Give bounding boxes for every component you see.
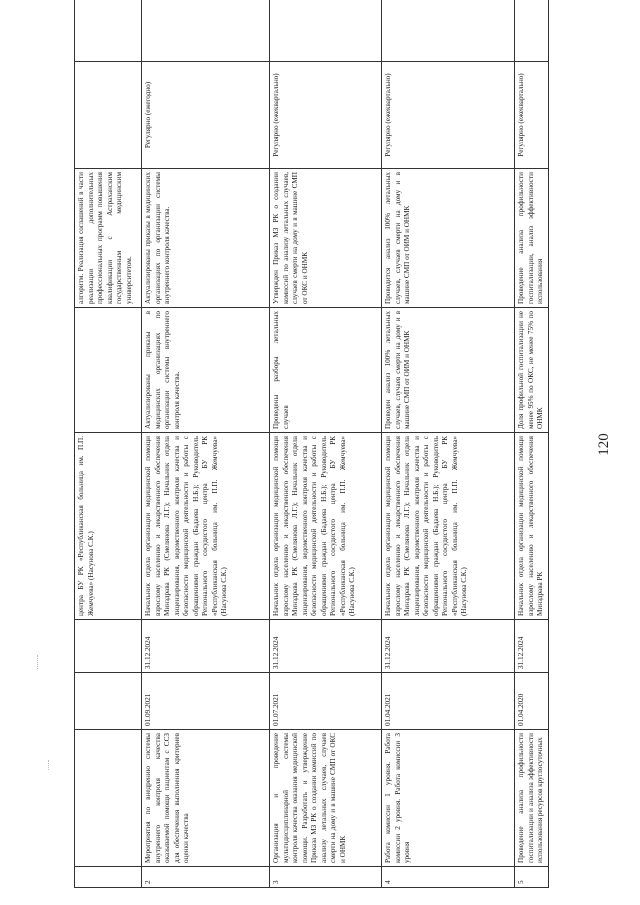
table-row — [75, 0, 142, 888]
page-number: 120 — [595, 433, 612, 456]
end-date-cell: 31.12.2024 — [142, 620, 270, 673]
empty-cell — [142, 0, 270, 62]
scan-artifact — [48, 760, 49, 770]
end-date-cell: 31.12.2024 — [515, 620, 549, 673]
table-row — [382, 0, 515, 888]
result-cell: Актуализированы приказы в медицинских организациях по организации системы внутреннего контроля качества. — [142, 169, 270, 308]
start-date-cell: 01.07.2021 — [270, 673, 382, 730]
row-number: 5 — [515, 867, 549, 888]
table-row — [515, 0, 549, 888]
row-number: 2 — [142, 867, 270, 888]
start-date-cell: 01.09.2021 — [142, 673, 270, 730]
row-number — [75, 867, 142, 888]
plan-table — [74, 0, 549, 888]
scan-artifact — [37, 655, 38, 669]
responsible-cell: центра БУ РК «Республиканская больница им. П.П. Жемчуева» (Насунова С.К.) — [75, 433, 142, 620]
indicator-cell: Актуализированы приказы в медицинских организациях по организации системы внутреннего контроля качества. — [142, 308, 270, 433]
end-date-cell: 31.12.2024 — [382, 620, 515, 673]
end-date-cell: 31.12.2024 — [270, 620, 382, 673]
start-date-cell: 01.04.2021 — [382, 673, 515, 730]
table-row — [142, 0, 270, 888]
row-number: 4 — [382, 867, 515, 888]
end-date-cell — [75, 620, 142, 673]
indicator-cell: Проведены разборы летальных случаев — [270, 308, 382, 433]
activity-cell: Проведение анализа профильности госпитализации и анализа эффективности использования ресурсов круглосуточных — [515, 730, 549, 867]
activity-cell: Мероприятия по внедрению системы внутреннего контроля качества оказываемой помощи пациентам с ССЗ для обеспечения выполнения критериев оценки качества — [142, 730, 270, 867]
empty-cell — [382, 0, 515, 62]
responsible-cell: Начальник отдела организации медицинской помощи взрослому населению и лекарственного обеспечения Минздрава РК — [515, 433, 549, 620]
table-row — [270, 0, 382, 888]
period-cell: Регулярно (ежеквартально) — [382, 62, 515, 169]
result-cell: Утвержден Приказ МЗ РК о создании комиссий по анализу летальных случаев, случаев смерти на дому и в машине СМП от ОКС и ОНМК — [270, 169, 382, 308]
result-cell: Проведение анализа профильности госпитализации, анализ эффективности использования — [515, 169, 549, 308]
indicator-cell — [75, 308, 142, 433]
activity-cell — [75, 730, 142, 867]
responsible-cell: Начальник отдела организации медицинской помощи взрослому населению и лекарственного обеспечения Минздрава РК (Смелянова Л.Г.); Начальник отдела лицензирования, ведомственного контроля качества и безопасности медицинской деятельности и работы с обращениями граждан (Бадаева Н.Б.); Руководитель Регионального сосудистого центра БУ РК «Республиканская больница им. П.П. Жемчуева» (Насунова С.К.) — [382, 433, 515, 620]
period-cell — [75, 62, 142, 169]
rotated-table-page — [74, 58, 544, 888]
responsible-cell: Начальник отдела организации медицинской помощи взрослому населению и лекарственного обеспечения Минздрава РК (Смелянова Л.Г.); Начальник отдела лицензирования, ведомственного контроля качества и безопасности медицинской деятельности и работы с обращениями граждан (Бадаева Н.Б.); Руководитель Регионального сосудистого центра БУ РК «Республиканская больница им. П.П. Жемчуева» (Насунова С.К.) — [270, 433, 382, 620]
start-date-cell: 01.04.2020 — [515, 673, 549, 730]
activity-cell: Организация и проведение мультидисциплинарной системы контроля качества оказания медицинской помощи. Разработать и утверждение Приказа МЗ РК о создании комиссий по анализу летальных случаев, случаев смерти на дому и в машине СМП от ОКС и ОНМК — [270, 730, 382, 867]
indicator-cell: Доля профильной госпитализации не менее 95% по ОКС, не менее 75% по ОНМК — [515, 308, 549, 433]
empty-cell — [270, 0, 382, 62]
indicator-cell: Проведен анализ 100% летальных случаев, случаев смерти на дому и в машине СМП от ОИМ и ОНМК — [382, 308, 515, 433]
result-cell: Проводится анализ 100% летальных случаев, случаев смерти на дому и в машине СМП от ОИМ и ОНМК — [382, 169, 515, 308]
start-date-cell — [75, 673, 142, 730]
result-cell: алгоритм. Реализация соглашений в части реализации дополнительных профессиональных программ повышения квалификации с Астраханским государственным медицинским университетом. — [75, 169, 142, 308]
responsible-cell: Начальник отдела организации медицинской помощи взрослому населению и лекарственного обеспечения Минздрава РК (Смеляновa Л.Г.); Начальник отдела лицензирования, ведомственного контроля качества и безопасности медицинской деятельности и работы с обращениями граждан (Бадаева Н.Б.); Руководитель Регионального сосудистого центра БУ РК «Республиканская больница им. П.П. Жемчуева» (Насунова С.К.) — [142, 433, 270, 620]
period-cell: Регулярно (ежеквартально) — [270, 62, 382, 169]
empty-cell — [75, 0, 142, 62]
period-cell: Регулярно (ежегодно) — [142, 62, 270, 169]
activity-cell: Работа комиссии 1 уровня. Работа комиссии 2 уровня. Работа комиссии 3 уровня — [382, 730, 515, 867]
row-number: 3 — [270, 867, 382, 888]
period-cell: Регулярно (ежеквартально) — [515, 62, 549, 169]
empty-cell — [515, 0, 549, 62]
